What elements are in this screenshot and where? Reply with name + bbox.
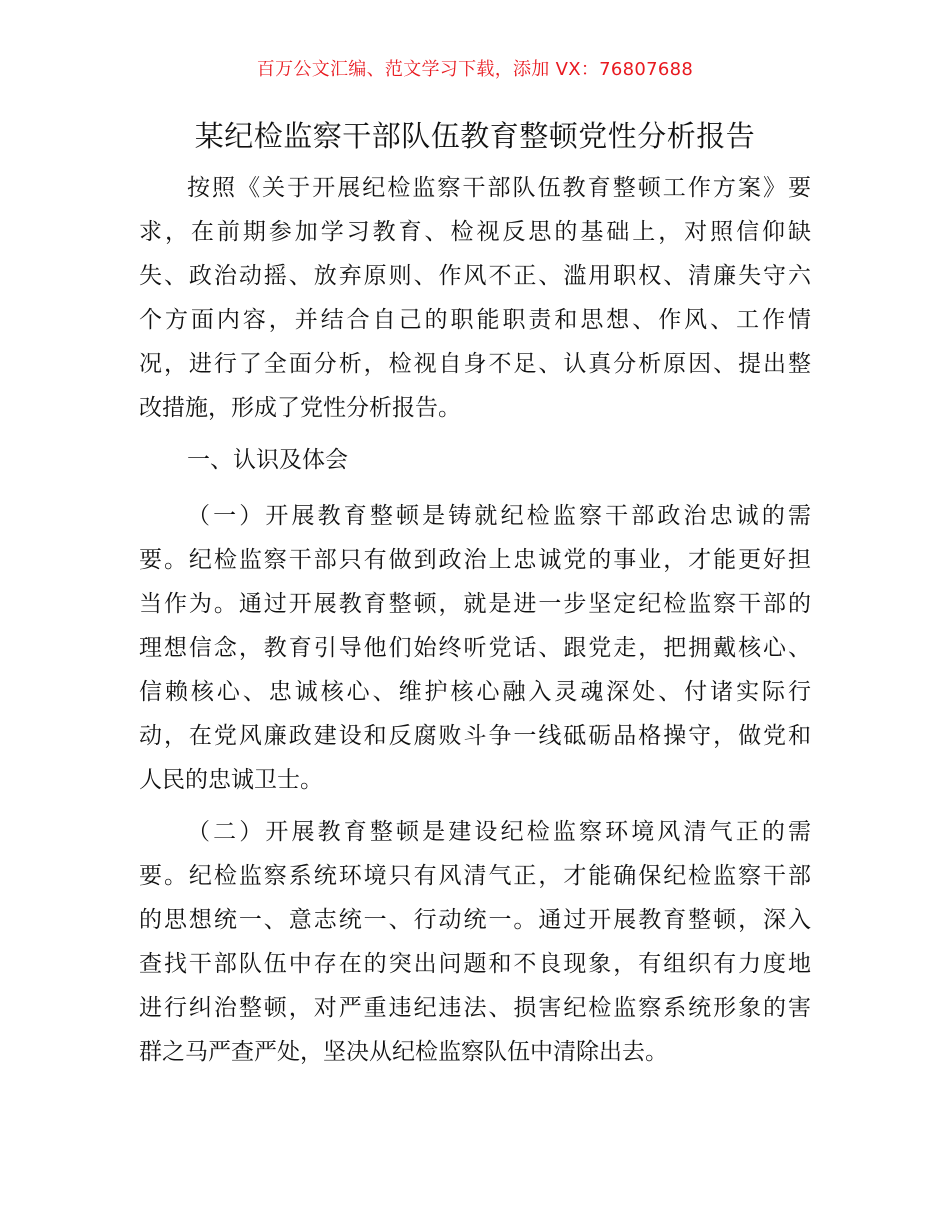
paragraph-line: 况，进行了全面分析，检视自身不足、认真分析原因、提出整: [139, 351, 811, 377]
paragraph-line: 群之马严查严处，坚决从纪检监察队伍中清除出去。: [139, 1039, 668, 1065]
promo-banner: 百万公文汇编、范文学习下载，添加 VX：76807688: [256, 59, 694, 80]
paragraph-line: （一）开展教育整顿是铸就纪检监察干部政治忠诚的需: [187, 503, 811, 529]
section-heading: 一、认识及体会: [187, 447, 348, 473]
paragraph-line: 信赖核心、忠诚核心、维护核心融入灵魂深处、付诸实际行: [139, 679, 811, 705]
paragraph-line: 查找干部队伍中存在的突出问题和不良现象，有组织有力度地: [139, 951, 811, 977]
paragraph-line: （二）开展教育整顿是建设纪检监察环境风清气正的需: [187, 819, 811, 845]
paragraph-line: 进行纠治整顿，对严重违纪违法、损害纪检监察系统形象的害: [139, 995, 811, 1021]
paragraph-line: 按照《关于开展纪检监察干部队伍教育整顿工作方案》要: [187, 175, 811, 201]
paragraph-line: 改措施，形成了党性分析报告。: [139, 395, 461, 421]
paragraph-line: 人民的忠诚卫士。: [139, 767, 323, 793]
paragraph-line: 动，在党风廉政建设和反腐败斗争一线砥砺品格操守，做党和: [139, 723, 811, 749]
paragraph-line: 理想信念，教育引导他们始终听党话、跟党走，把拥戴核心、: [139, 635, 811, 661]
paragraph-line: 的思想统一、意志统一、行动统一。通过开展教育整顿，深入: [139, 907, 811, 933]
paragraph-line: 求，在前期参加学习教育、检视反思的基础上，对照信仰缺: [139, 219, 811, 245]
paragraph-line: 个方面内容，并结合自己的职能职责和思想、作风、工作情: [139, 307, 811, 333]
document-title: 某纪检监察干部队伍教育整顿党性分析报告: [194, 119, 756, 153]
paragraph-line: 失、政治动摇、放弃原则、作风不正、滥用职权、清廉失守六: [139, 263, 811, 289]
paragraph-line: 当作为。通过开展教育整顿，就是进一步坚定纪检监察干部的: [139, 591, 811, 617]
paragraph-line: 要。纪检监察干部只有做到政治上忠诚党的事业，才能更好担: [139, 547, 811, 573]
paragraph-line: 要。纪检监察系统环境只有风清气正，才能确保纪检监察干部: [139, 863, 811, 889]
